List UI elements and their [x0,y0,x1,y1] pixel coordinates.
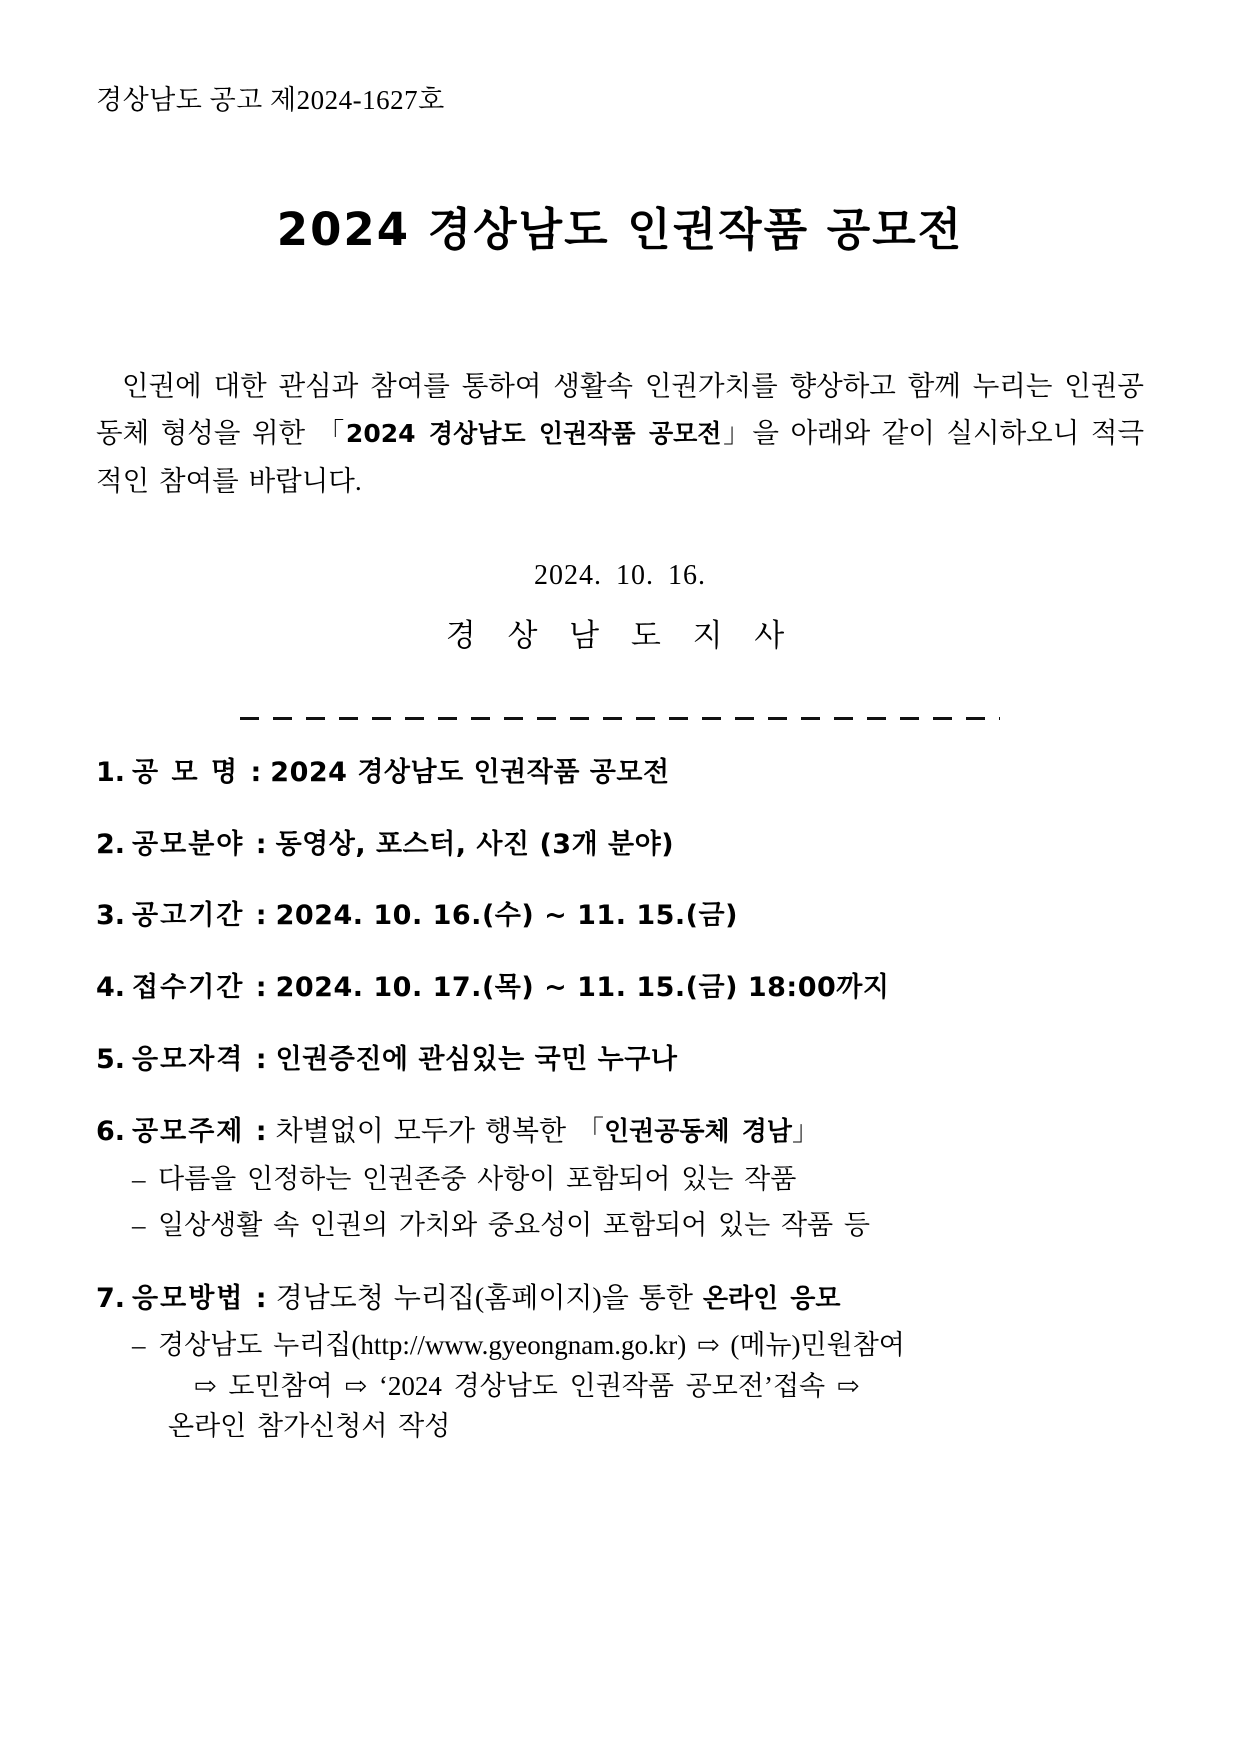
item-number: 6. [96,1115,126,1147]
item-label: 공모분야 : [132,828,269,860]
item-value: 2024 경상남도 인권작품 공모전 [270,756,670,788]
sub-item-text: 다름을 인정하는 인권존중 사항이 포함되어 있는 작품 [158,1163,797,1194]
list-item [96,1325,1144,1447]
dashed-divider [240,717,1000,720]
item-label: 응모방법 : [132,1282,269,1314]
item-number: 7. [96,1282,126,1314]
list-item [96,897,1144,935]
item-number: 5. [96,1044,126,1076]
item-value-emphasis: 온라인 응모 [702,1283,841,1314]
item-value: 동영상, 포스터, 사진 (3개 분야) [275,828,675,860]
item-value-emphasis: 인권공동체 경남 [604,1116,792,1147]
sub-item-line1: 경상남도 누리집(http://www.gyeongnam.go.kr) ⇨ (메뉴)민원참여 [158,1330,905,1361]
signer-line: 경 상 남 도 지 사 [445,617,795,653]
sub-list [96,1159,1144,1246]
document-number: 경상남도 공고 제2024‑1627호 [96,85,445,115]
list-item [96,754,1144,792]
item-number: 2. [96,828,126,860]
item-label: 공모주제 : [132,1115,269,1147]
sub-item-line2: ⇨ 도민참여 ⇨ ‘2024 경상남도 인권작품 공모전’접속 ⇨ [194,1370,860,1401]
item-label: 응모자격 : [132,1044,269,1076]
intro-part2: 」을 아래와 같이 실시하오니 적극적인 참여를 바랍니다. [96,417,1145,496]
item-number: 1. [96,756,126,788]
sub-list [96,1325,1144,1447]
list-item [96,1041,1144,1079]
item-label: 공고기간 : [132,900,269,932]
item-value-prefix: 경남도청 누리집(홈페이지)을 통한 [275,1282,703,1314]
item-value-suffix: 」 [791,1115,820,1147]
item-value [276,1116,820,1147]
intro-emphasis: 2024 경상남도 인권작품 공모전 [345,419,722,449]
dash-marker: – [132,1163,146,1194]
item-label: 접수기간 : [132,972,269,1004]
item-label: 공 모 명 : [132,756,264,788]
list-item [96,969,1144,1007]
intro-paragraph [96,362,1144,504]
items-list [96,754,1144,1447]
item-number: 3. [96,900,126,932]
item-number: 4. [96,972,126,1004]
date-line: 2024. 10. 16. [534,559,706,591]
list-item [96,826,1144,864]
item-value [276,1283,841,1314]
item-value-prefix: 차별없이 모두가 행복한 「 [275,1115,605,1147]
list-item [96,1280,1144,1447]
list-item [96,1159,1144,1200]
dash-marker: – [132,1330,146,1361]
sub-item-line3: 온라인 참가신청서 작성 [168,1411,451,1442]
list-item [96,1113,1144,1246]
item-value: 인권증진에 관심있는 국민 누구나 [275,1044,678,1076]
list-item [96,1205,1144,1246]
item-value: 2024. 10. 16.(수) ~ 11. 15.(금) [275,900,738,932]
intro-part1: 인권에 대한 관심과 참여를 통하여 생활속 인권가치를 향상하고 함께 누리는 인권공동체 형성을 위한 「 [96,370,1144,449]
item-value: 2024. 10. 17.(목) ~ 11. 15.(금) 18:00까지 [275,972,890,1004]
page-title: 2024 경상남도 인권작품 공모전 [276,203,964,256]
sub-item-text: 일상생활 속 인권의 가치와 중요성이 포함되어 있는 작품 등 [158,1210,870,1241]
dash-marker: – [132,1210,146,1241]
